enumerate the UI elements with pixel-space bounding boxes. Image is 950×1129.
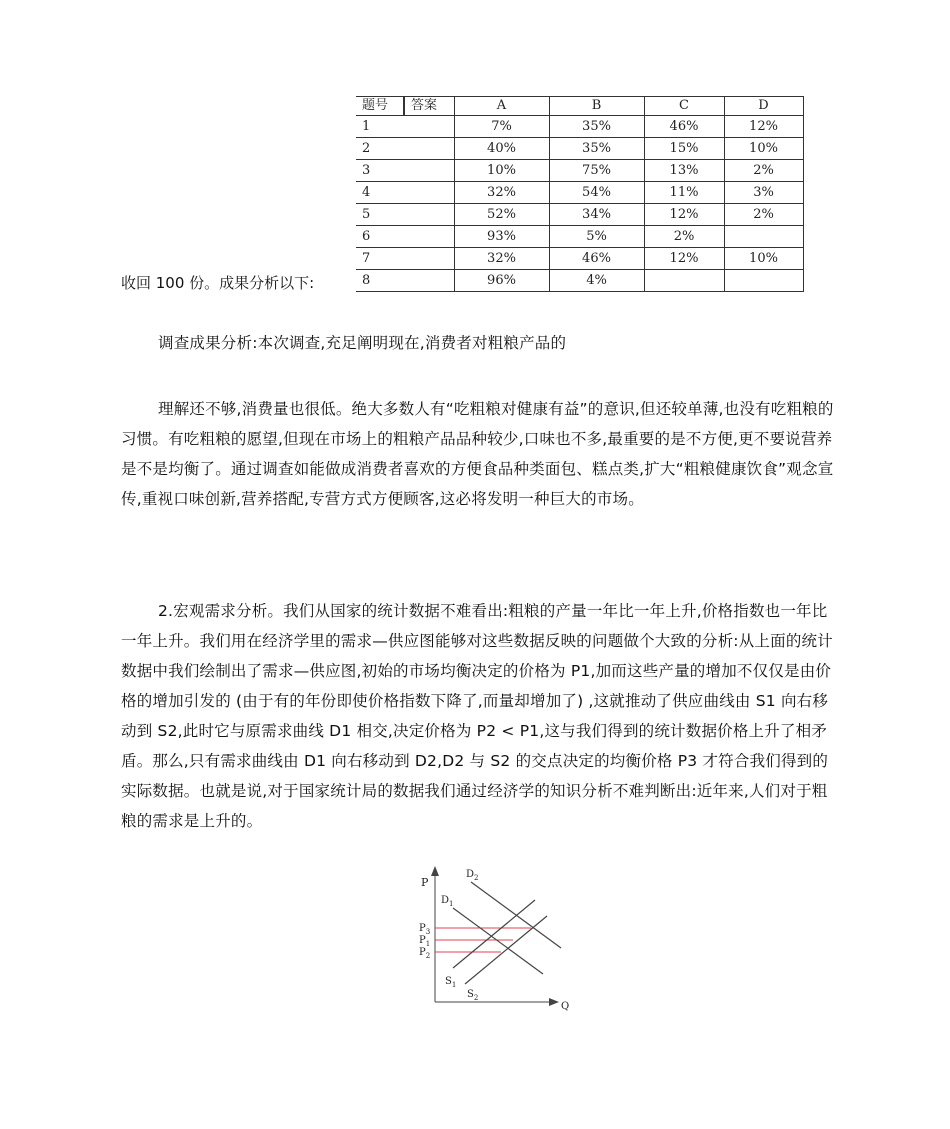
cell-b: 5% [549,226,644,248]
paragraph-survey-conclusion: 调查成果分析:本次调查,充足阐明现在,消费者对粗粮产品的 [158,334,567,352]
cell-d: 12% [724,116,803,138]
label-s2: $S_2$ [467,989,479,1002]
label-s1: $S_1$ [445,976,457,989]
cell-a: 40% [454,138,549,160]
cell-c: 12% [644,248,724,270]
cell-a: 7% [454,116,549,138]
price-axis-arrow [431,866,439,876]
cell-d: 10% [724,248,803,270]
cell-d [724,226,803,248]
question-number: 3 [356,160,454,182]
survey-results-table [356,96,804,292]
question-number: 8 [356,270,454,292]
axis-label-p: P [421,876,429,889]
cell-c: 2% [644,226,724,248]
cell-d: 10% [724,138,803,160]
table-row [356,116,803,138]
question-number: 1 [356,116,454,138]
header-option-d: D [724,97,803,116]
cell-c: 13% [644,160,724,182]
header-option-c: C [644,97,724,116]
cell-d: 3% [724,182,803,204]
table-row [356,138,803,160]
cell-b: 35% [549,138,644,160]
cell-c: 15% [644,138,724,160]
table-header-row [356,97,803,116]
header-question-no: 题号 [356,97,404,116]
axis-label-q: Q [561,1001,570,1012]
cell-b: 75% [549,160,644,182]
cell-d [724,270,803,292]
cell-b: 4% [549,270,644,292]
cell-a: 52% [454,204,549,226]
label-d1: $D_1$ [441,895,454,908]
table-row [356,204,803,226]
cell-a: 93% [454,226,549,248]
table-row [356,182,803,204]
header-answer: 答案 [404,97,454,116]
paragraph-macro-demand: 2.宏观需求分析。我们从国家的统计数据不难看出:粗粮的产量一年比一年上升,价格指数也一年比一年上升。我们用在经济学里的需求—供应图能够对这些数据反映的问题做个大致的分析:从上面的统计数据中我们绘制出了需求—供应图,初始的市场均衡决定的价格为 P1,加而这些产量的增加不仅仅是由价格的增加引发的 (由于有的年份即使价格指数下降了,而量却增加了) ,这就推动了供应曲线由 S1 向右移动到 S2,此时它与原需求曲线 D1 相交,决定价格为 P2 < P1,这与我们得到的统计数据价格上升了相矛盾。那么,只有需求曲线由 D1 向右移动到 D2,D2 与 S2 的交点决定的均衡价格 P3 才符合我们得到的实际数据。也就是说,对于国家统计局的数据我们通过经济学的知识分析不难判断出:近年来,人们对于粗粮的需求是上升的。 [121,602,833,830]
cell-b: 35% [549,116,644,138]
header-option-b: B [549,97,644,116]
cell-c: 11% [644,182,724,204]
cell-a: 96% [454,270,549,292]
paragraph-survey-detail: 理解还不够,消费量也很低。绝大多数人有“吃粗粮对健康有益”的意识,但还较单薄,也没有吃粗粮的习惯。有吃粗粮的愿望,但现在市场上的粗粮产品品种较少,口味也不多,最重要的是不方便,更不要说营养是不是均衡了。通过调查如能做成消费者喜欢的方便食品种类面包、糕点类,扩大“粗粮健康饮食”观念宣传,重视口味创新,营养搭配,专营方式方便顾客,这必将发明一种巨大的市场。 [121,400,834,508]
table-row [356,270,803,292]
supply-demand-svg [395,850,585,1020]
question-number: 2 [356,138,454,160]
label-p2: $P_2$ [419,947,431,960]
cell-a: 10% [454,160,549,182]
cell-b: 34% [549,204,644,226]
table-lead-text: 收回 100 份。成果分析以下: [121,274,315,292]
table-row [356,248,803,270]
table-row [356,160,803,182]
cell-d: 2% [724,204,803,226]
cell-c: 12% [644,204,724,226]
question-number: 4 [356,182,454,204]
label-p3: $P_3$ [419,923,431,936]
question-number: 7 [356,248,454,270]
header-option-a: A [454,97,549,116]
cell-a: 32% [454,248,549,270]
cell-c [644,270,724,292]
label-p1: $P_1$ [419,935,431,948]
cell-a: 32% [454,182,549,204]
cell-c: 46% [644,116,724,138]
question-number: 6 [356,226,454,248]
demand-curve-d1 [453,908,543,974]
quantity-axis-arrow [549,998,559,1006]
supply-demand-diagram [395,850,585,1020]
cell-b: 46% [549,248,644,270]
label-d2: $D_2$ [466,869,479,882]
question-number: 5 [356,204,454,226]
supply-curve-s1 [453,900,535,968]
cell-d: 2% [724,160,803,182]
cell-b: 54% [549,182,644,204]
table-row [356,226,803,248]
